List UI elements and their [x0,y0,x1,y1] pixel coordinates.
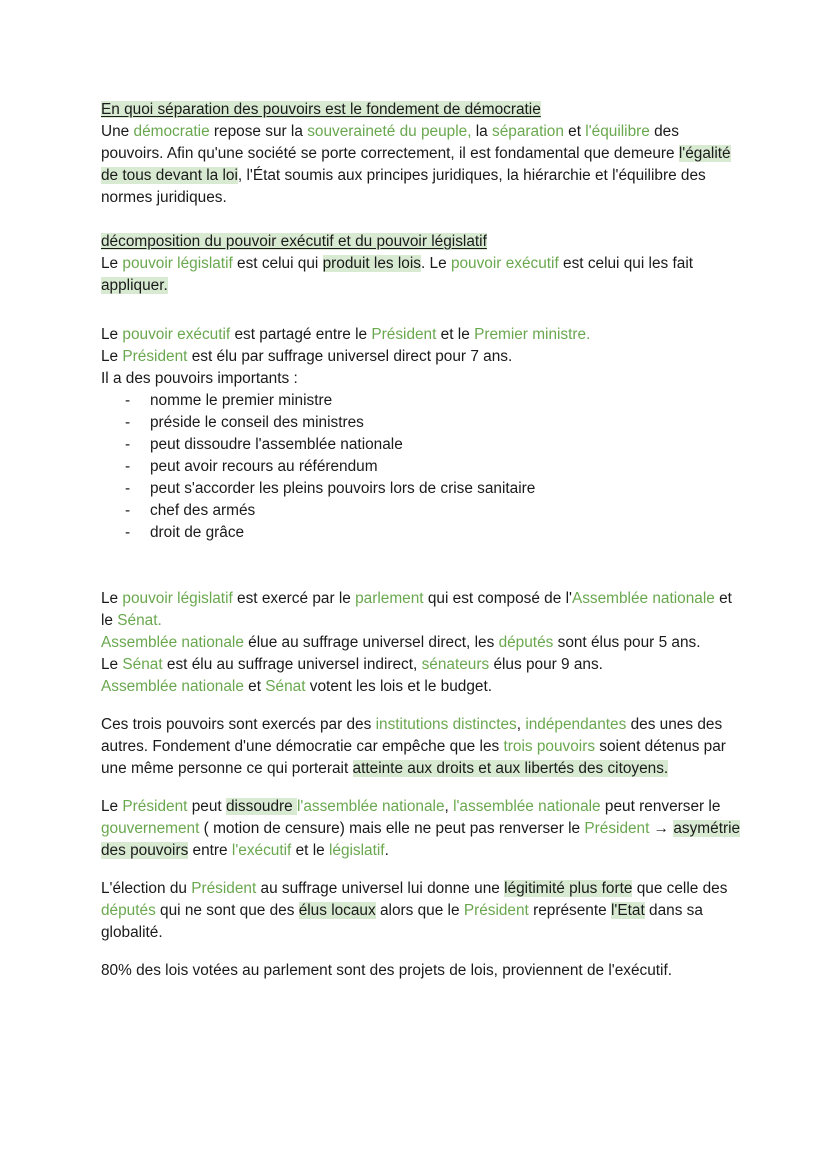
president-powers-list [101,390,741,544]
list-item: - droit de grâce [101,522,741,544]
document-content [101,99,741,982]
paragraph-powers-intro: Il a des pouvoirs importants : [101,370,298,387]
list-item: - chef des armés [101,500,741,522]
paragraph-executive: Le pouvoir exécutif est partagé entre le Président et le Premier ministre. [101,326,591,343]
paragraph-asymmetry: Le Président peut dissoudre l'assemblée nationale, l'assemblée nationale peut renverser le gouvernement ( motion de censure) mais elle ne peut pas renverser le Président → asymétrie des pouvoirs entre l'exécutif et le législatif. [101,798,741,859]
list-item: - nomme le premier ministre [101,390,741,412]
list-item: - préside le conseil des ministres [101,412,741,434]
paragraph-national-assembly: Assemblée nationale élue au suffrage universel direct, les députés sont élus pour 5 ans. [101,634,701,651]
paragraph-senate: Le Sénat est élu au suffrage universel indirect, sénateurs élus pour 9 ans. [101,656,603,673]
paragraph-parliament-votes: Assemblée nationale et Sénat votent les lois et le budget. [101,678,493,695]
paragraph-legitimacy: L'élection du Président au suffrage universel lui donne une légitimité plus forte que celle des députés qui ne sont que des élus locaux alors que le Président représente l'Etat dans sa globalité. [101,880,728,941]
paragraph-powers-definition: Le pouvoir législatif est celui qui produit les lois. Le pouvoir exécutif est celui qui les fait appliquer. [101,255,694,294]
paragraph-democracy: Une démocratie repose sur la souveraineté du peuple, la séparation et l'équilibre des pouvoirs. Afin qu'une société se porte correctement, il est fondamental que demeure l'égalité de tous devant la loi, l'État soumis aux principes juridiques, la hiérarchie et l'équilibre des normes juridiques. [101,123,731,206]
paragraph-laws-statistic: 80% des lois votées au parlement sont des projets de lois, proviennent de l'exécutif. [101,962,673,979]
list-item: - peut s'accorder les pleins pouvoirs lors de crise sanitaire [101,478,741,500]
paragraph-president-election: Le Président est élu par suffrage universel direct pour 7 ans. [101,348,513,365]
section-heading-powers: décomposition du pouvoir exécutif et du pouvoir législatif [101,233,487,250]
paragraph-legislative: Le pouvoir législatif est exercé par le parlement qui est composé de l'Assemblée nationale et le Sénat. [101,590,732,629]
section-heading-democracy: En quoi séparation des pouvoirs est le fondement de démocratie [101,101,541,118]
list-item: - peut dissoudre l'assemblée nationale [101,434,741,456]
paragraph-separation: Ces trois pouvoirs sont exercés par des institutions distinctes, indépendantes des unes des autres. Fondement d'une démocratie car empêche que les trois pouvoirs soient détenus par une même personne ce qui porterait atteinte aux droits et aux libertés des citoyens. [101,716,726,777]
list-item: - peut avoir recours au référendum [101,456,741,478]
